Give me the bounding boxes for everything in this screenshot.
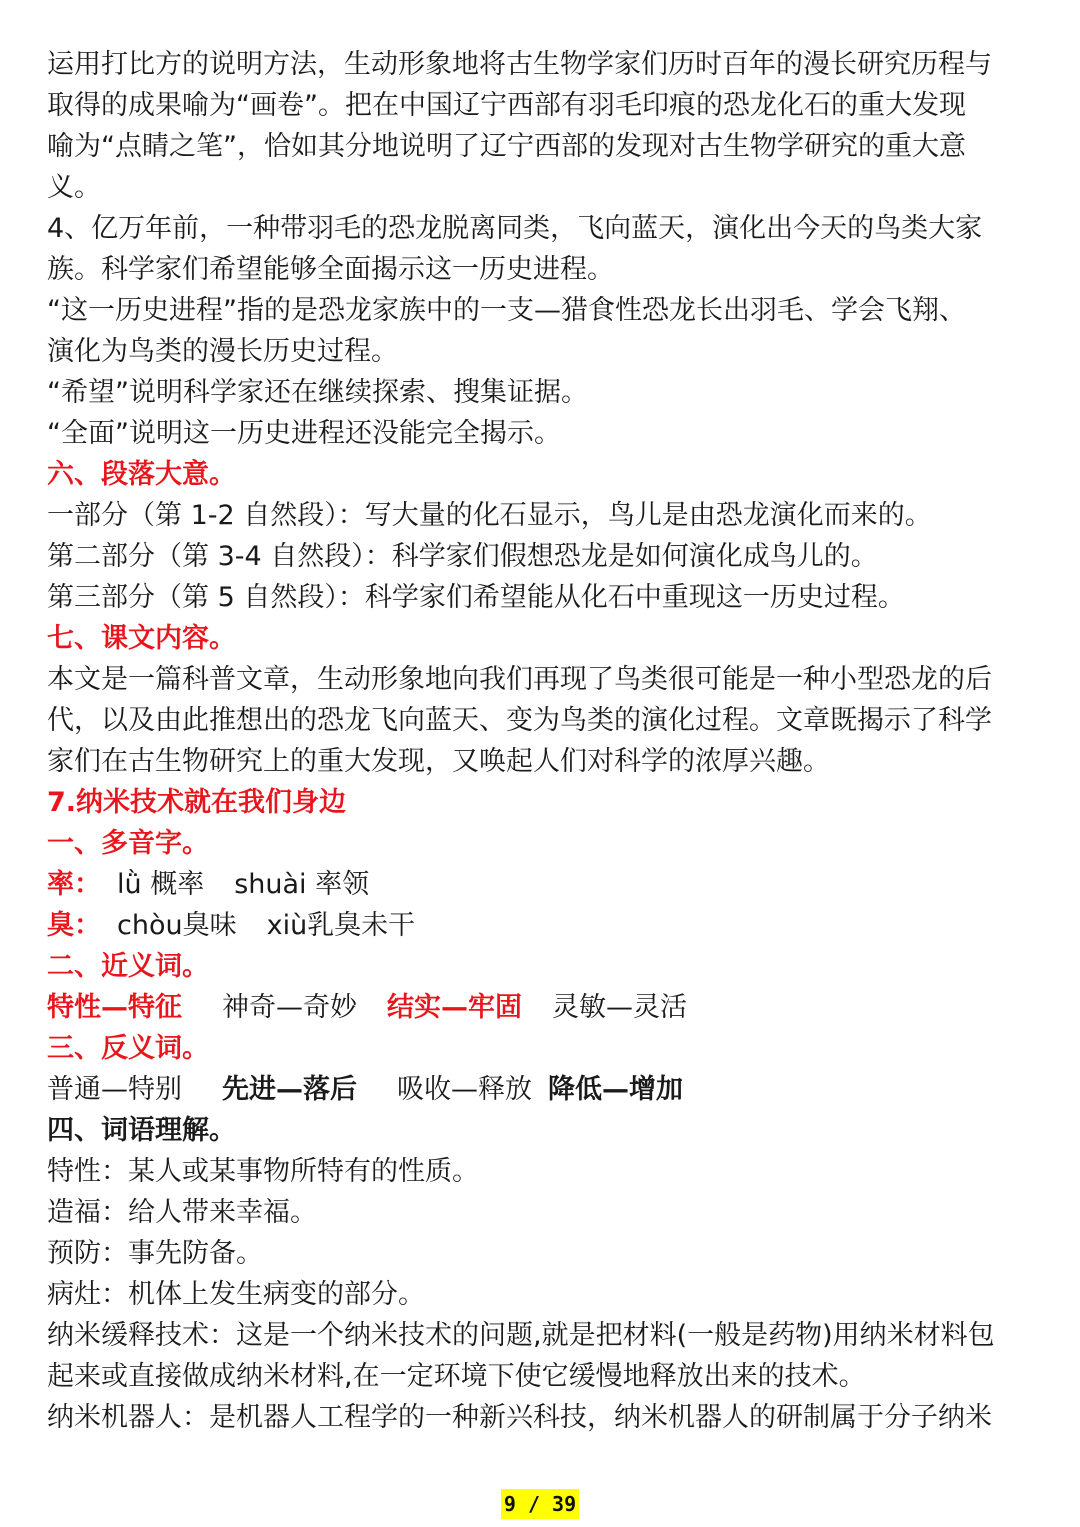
text-line: 纳米机器人：是机器人工程学的一种新兴科技，纳米机器人的研制属于分子纳米 [47, 1402, 992, 1433]
antonym-pair: 普通—特别 [47, 1074, 182, 1105]
text-line: 起来或直接做成纳米材料,在一定环境下使它缓慢地释放出来的技术。 [47, 1361, 866, 1392]
section-heading: 二、近义词。 [47, 951, 209, 982]
text-line: “希望”说明科学家还在继续探索、搜集证据。 [47, 377, 588, 408]
reading: shuài 率领 [234, 869, 370, 900]
text-line: 造福：给人带来幸福。 [47, 1197, 317, 1228]
polyphonic-row [47, 905, 1037, 946]
section-heading: 三、反义词。 [47, 1033, 209, 1064]
text-line: 取得的成果喻为“画卷”。把在中国辽宁西部有羽毛印痕的恐龙化石的重大发现 [47, 90, 966, 121]
text-line: 病灶：机体上发生病变的部分。 [47, 1279, 425, 1310]
section-heading: 一、多音字。 [47, 828, 209, 859]
antonym-pair: 吸收—释放 [397, 1074, 532, 1105]
text-line: 义。 [47, 172, 101, 203]
synonym-pair: 灵敏—灵活 [552, 992, 687, 1023]
text-line: 喻为“点睛之笔”，恰如其分地说明了辽宁西部的发现对古生物学研究的重大意 [47, 131, 966, 162]
text-line: 本文是一篇科普文章，生动形象地向我们再现了鸟类很可能是一种小型恐龙的后 [47, 664, 992, 695]
text-line: 4、亿万年前，一种带羽毛的恐龙脱离同类，飞向蓝天，演化出今天的鸟类大家 [47, 213, 983, 244]
reading: xiù乳臭未干 [266, 910, 416, 941]
reading: chòu臭味 [117, 910, 237, 941]
text-line: “全面”说明这一历史进程还没能完全揭示。 [47, 418, 561, 449]
text-line: 演化为鸟类的漫长历史过程。 [47, 336, 398, 367]
reading: lǜ 概率 [117, 869, 205, 900]
polyphonic-char: 率： [47, 869, 101, 900]
synonym-pair: 特性—特征 [47, 992, 182, 1023]
text-line: 家们在古生物研究上的重大发现，又唤起人们对科学的浓厚兴趣。 [47, 746, 830, 777]
polyphonic-row [47, 864, 1037, 905]
text-line: 纳米缓释技术：这是一个纳米技术的问题,就是把材料(一般是药物)用纳米材料包 [47, 1320, 995, 1351]
text-line: 族。科学家们希望能够全面揭示这一历史进程。 [47, 254, 614, 285]
antonym-pair: 先进—落后 [222, 1074, 357, 1105]
polyphonic-char: 臭： [47, 910, 101, 941]
text-line: 第三部分（第 5 自然段）：科学家们希望能从化石中重现这一历史过程。 [47, 582, 905, 613]
text-line: 第二部分（第 3-4 自然段）：科学家们假想恐龙是如何演化成鸟儿的。 [47, 541, 878, 572]
antonym-row [47, 1069, 1037, 1110]
synonym-pair: 结实—牢固 [387, 992, 522, 1023]
text-line: 特性：某人或某事物所特有的性质。 [47, 1156, 479, 1187]
section-heading: 七、课文内容。 [47, 623, 236, 654]
text-line: 运用打比方的说明方法，生动形象地将古生物学家们历时百年的漫长研究历程与 [47, 49, 992, 80]
page-indicator: 9 / 39 [501, 1489, 579, 1519]
text-line: “这一历史进程”指的是恐龙家族中的一支—猎食性恐龙长出羽毛、学会飞翔、 [47, 295, 966, 326]
synonym-pair: 神奇—奇妙 [222, 992, 357, 1023]
text-line: 代，以及由此推想出的恐龙飞向蓝天、变为鸟类的演化过程。文章既揭示了科学 [47, 705, 992, 736]
section-heading: 四、词语理解。 [47, 1115, 236, 1146]
lesson-title: 7.纳米技术就在我们身边 [47, 787, 347, 818]
synonym-row [47, 987, 1037, 1028]
text-line: 一部分（第 1-2 自然段）：写大量的化石显示，鸟儿是由恐龙演化而来的。 [47, 500, 932, 531]
antonym-pair: 降低—增加 [548, 1074, 683, 1105]
document-page [47, 44, 1037, 1438]
section-heading: 六、段落大意。 [47, 459, 236, 490]
text-line: 预防：事先防备。 [47, 1238, 263, 1269]
